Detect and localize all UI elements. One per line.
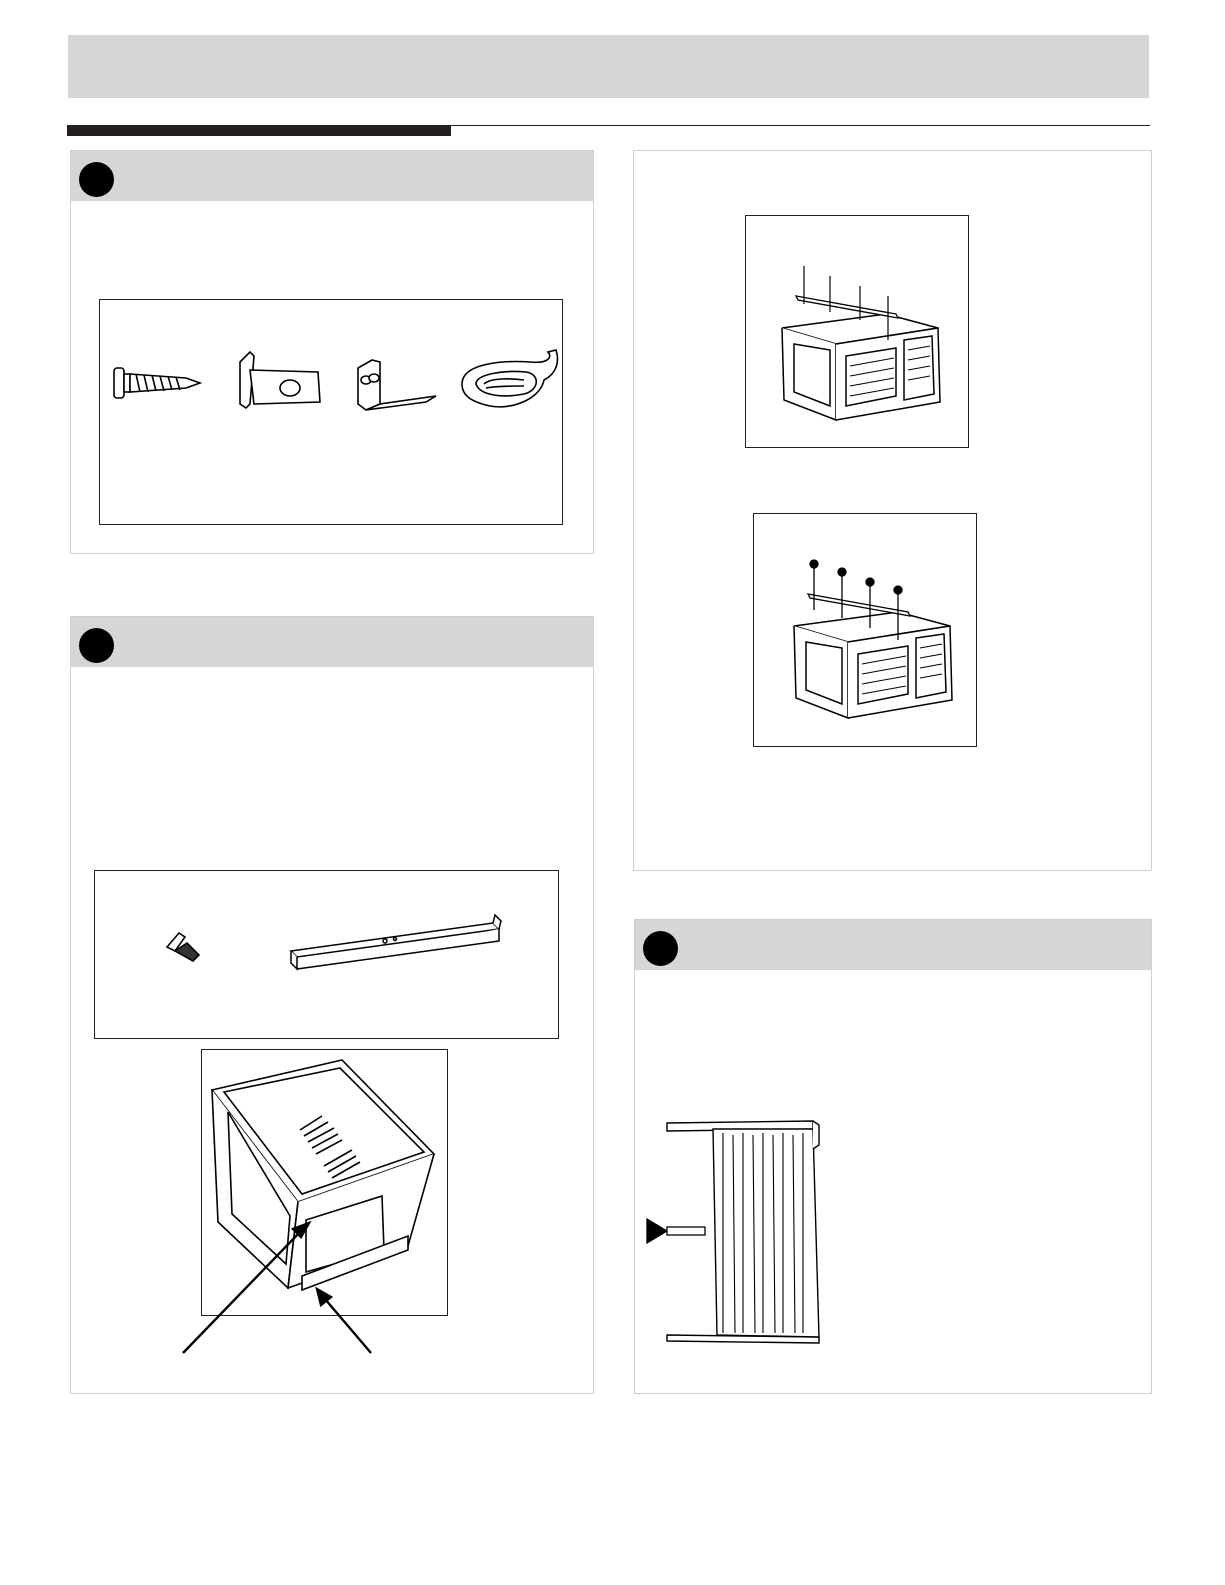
ac-unit-icon xyxy=(794,612,952,718)
section-parts xyxy=(70,150,594,554)
rail-icon xyxy=(796,296,898,318)
section-top-rail xyxy=(70,616,594,1394)
page-end xyxy=(0,1582,1,1583)
section-rail-mounting xyxy=(633,150,1152,871)
section-parts-band xyxy=(71,151,593,201)
screw-icon xyxy=(114,368,200,398)
section-side-panels-band xyxy=(635,920,1151,970)
screws-installed-illustration xyxy=(753,513,977,747)
rail-parts-illustration xyxy=(94,870,559,1039)
rail-icon xyxy=(808,594,910,616)
top-rail-icon xyxy=(291,915,501,969)
page-header-band xyxy=(68,35,1149,98)
pointer-arrows xyxy=(171,1207,401,1357)
section-top-rail-band xyxy=(71,617,593,667)
section-number-badge xyxy=(79,162,114,197)
ac-unit-icon xyxy=(782,314,940,420)
slide-arrow-icon xyxy=(647,1219,705,1243)
foam-seal-icon xyxy=(462,350,558,407)
header-thick-rule xyxy=(67,125,451,136)
accordion-panel-illustration xyxy=(643,1115,843,1355)
screw-icon xyxy=(167,933,199,961)
section-number-badge xyxy=(643,931,678,966)
section-number-badge xyxy=(79,628,114,663)
angle-bracket-icon xyxy=(358,360,436,410)
parts-illustration xyxy=(99,299,563,525)
bracket-icon xyxy=(240,352,320,408)
section-side-panels xyxy=(634,919,1152,1394)
rail-position-illustration xyxy=(745,215,969,448)
